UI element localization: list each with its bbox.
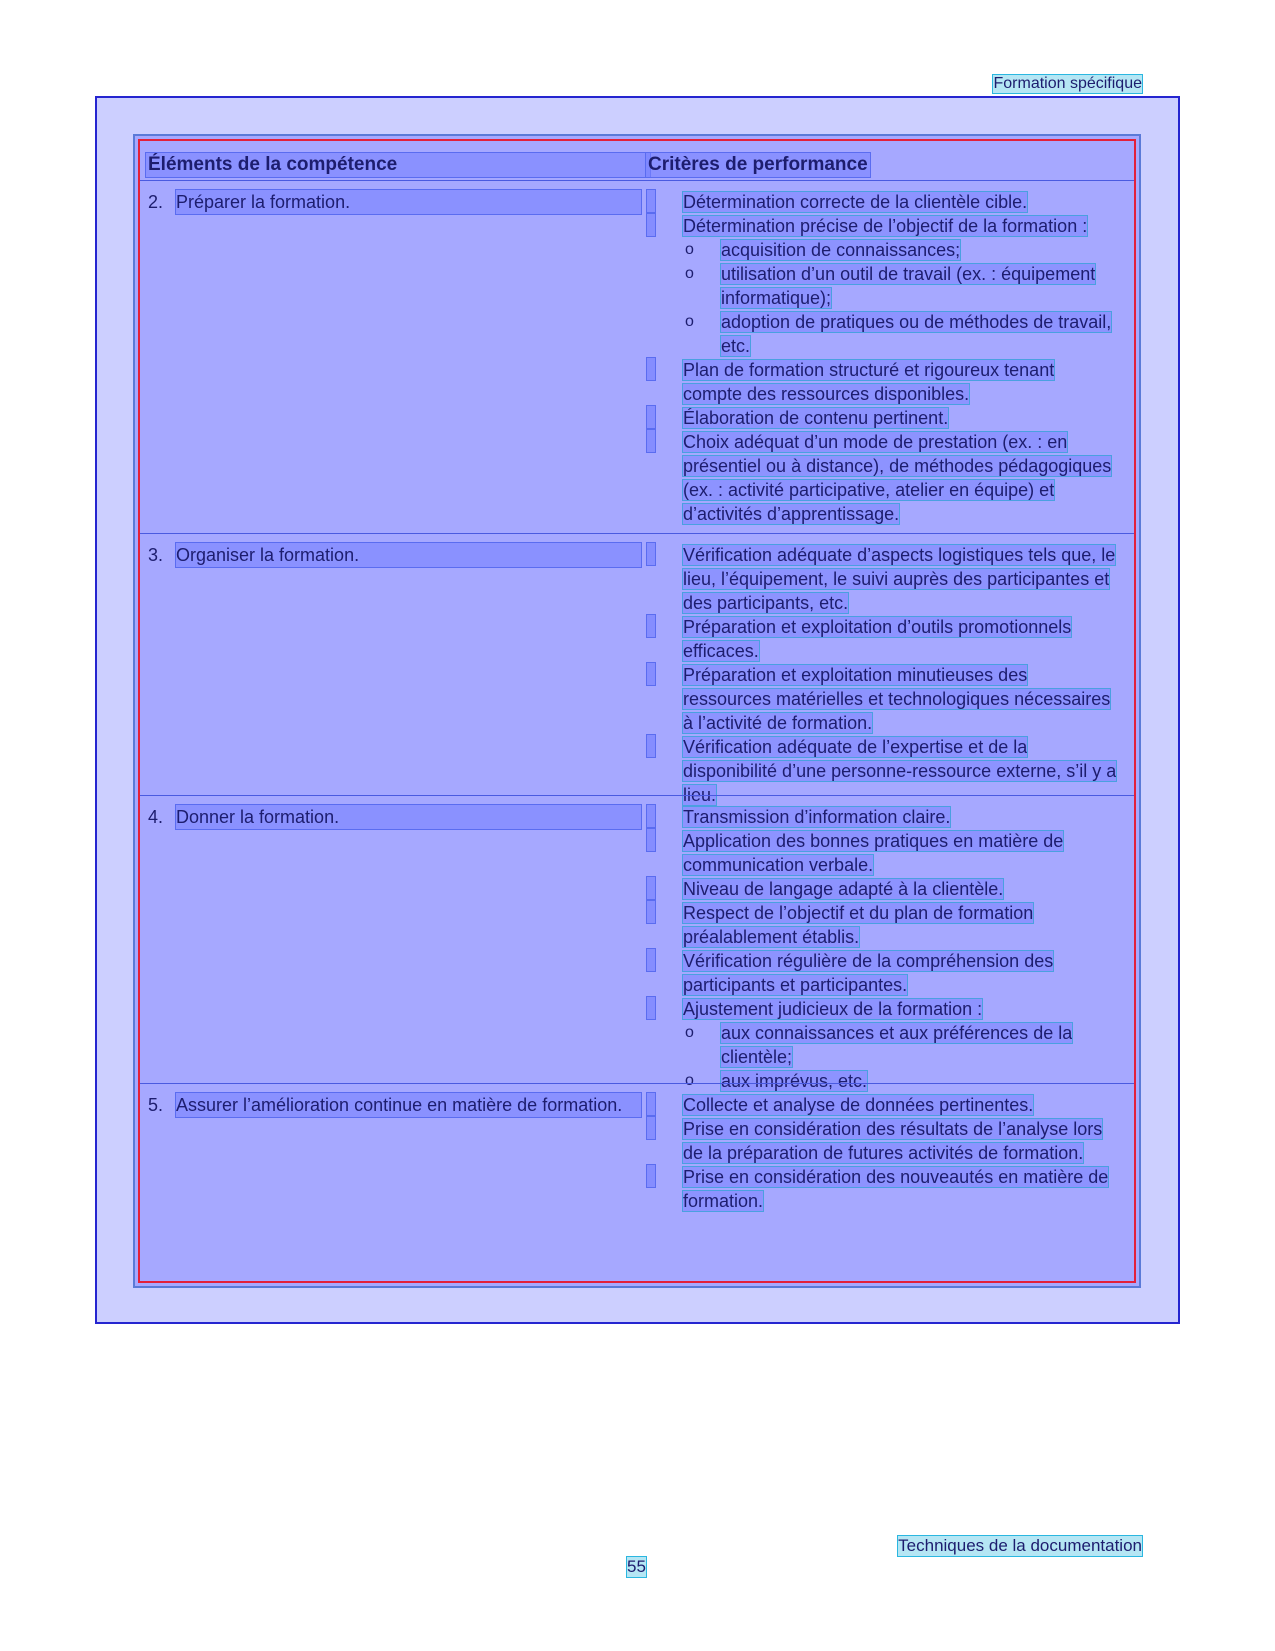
page-footer-title: Techniques de la documentation: [898, 1536, 1142, 1555]
competence-table: [133, 134, 1141, 1288]
page-number: 55: [627, 1557, 646, 1576]
list-item: [647, 406, 1117, 430]
element-number: 4.: [148, 807, 164, 827]
competence-element: [146, 1093, 641, 1117]
bullet-icon: [647, 1117, 655, 1139]
col-header-criteria: Critères de performance: [648, 154, 868, 175]
sub-list-item: [647, 1021, 1117, 1069]
bullet-icon: [647, 214, 655, 236]
list-item: [647, 214, 1117, 238]
sub-criterion-text: utilisation d’un outil de travail (ex. : équipement informatique);: [721, 264, 1096, 308]
bullet-icon: [647, 190, 655, 212]
criterion-text: Vérification adéquate d’aspects logistiques tels que, le lieu, l’équipement, le suivi auprès des participantes et des participants, etc.: [683, 545, 1116, 613]
bullet-icon: [647, 997, 655, 1019]
competence-element: [146, 805, 641, 829]
criterion-text: Préparation et exploitation d’outils promotionnels efficaces.: [683, 617, 1072, 661]
list-item: [647, 1117, 1117, 1165]
element-text: Donner la formation.: [176, 805, 641, 829]
sub-criterion-text: aux connaissances et aux préférences de la clientèle;: [721, 1023, 1073, 1067]
bullet-icon: [647, 1165, 655, 1187]
sub-bullet-icon: o: [685, 241, 694, 258]
list-item: [647, 543, 1117, 615]
competence-element: [146, 190, 641, 214]
bullet-icon: [647, 663, 655, 685]
criterion-text: Application des bonnes pratiques en matière de communication verbale.: [683, 831, 1064, 875]
criterion-text: Plan de formation structuré et rigoureux tenant compte des ressources disponibles.: [683, 360, 1055, 404]
sub-list-item: [647, 238, 1117, 262]
list-item: [647, 805, 1117, 829]
page-header-title: Formation spécifique: [993, 75, 1142, 92]
sub-bullet-icon: o: [685, 265, 694, 282]
criterion-text: Transmission d’information claire.: [683, 807, 951, 827]
bullet-icon: [647, 358, 655, 380]
element-number: 3.: [148, 545, 164, 565]
criterion-text: Vérification régulière de la compréhension des participants et participantes.: [683, 951, 1054, 995]
criterion-text: Détermination précise de l’objectif de la formation :: [683, 216, 1088, 236]
table-border: [138, 139, 1136, 1283]
bullet-icon: [647, 543, 655, 565]
bullet-icon: [647, 877, 655, 899]
element-number: 5.: [148, 1095, 164, 1115]
bullet-icon: [647, 1093, 655, 1115]
bullet-icon: [647, 430, 655, 452]
bullet-icon: [647, 805, 655, 827]
list-item: [647, 949, 1117, 997]
criterion-text: Prise en considération des nouveautés en matière de formation.: [683, 1167, 1109, 1211]
bullet-icon: [647, 615, 655, 637]
list-item: [647, 663, 1117, 735]
list-item: [647, 997, 1117, 1021]
criterion-text: Respect de l’objectif et du plan de formation préalablement établis.: [683, 903, 1034, 947]
list-item: [647, 1093, 1117, 1117]
list-item: [647, 615, 1117, 663]
sub-list-item: [647, 310, 1117, 358]
sub-criterion-text: aux imprévus, etc.: [721, 1071, 868, 1091]
criterion-text: Ajustement judicieux de la formation :: [683, 999, 983, 1019]
table-header-row: [146, 153, 1128, 183]
col-header-elements: Éléments de la compétence: [146, 153, 650, 177]
sub-bullet-icon: o: [685, 1024, 694, 1041]
element-text: Organiser la formation.: [176, 543, 641, 567]
table-row: [140, 795, 1134, 1091]
element-text: Préparer la formation.: [176, 190, 641, 214]
sub-criterion-text: adoption de pratiques ou de méthodes de travail, etc.: [721, 312, 1112, 356]
table-row: [140, 1083, 1134, 1284]
table-row: [140, 180, 1134, 534]
bullet-icon: [647, 735, 655, 757]
element-number: 2.: [148, 192, 164, 212]
bullet-icon: [647, 901, 655, 923]
criterion-text: Choix adéquat d’un mode de prestation (ex. : en présentiel ou à distance), de méthodes pédagogiques (ex. : activité participative, atelier en équipe) et d’activités d’apprentissage.: [683, 432, 1112, 524]
list-item: [647, 190, 1117, 214]
sub-list-item: [647, 262, 1117, 310]
criterion-text: Élaboration de contenu pertinent.: [683, 408, 949, 428]
table-row: [140, 533, 1134, 805]
bullet-icon: [647, 406, 655, 428]
criterion-text: Vérification adéquate de l’expertise et de la disponibilité d’une personne-ressource externe, s’il y a lieu.: [683, 737, 1117, 805]
criterion-text: Collecte et analyse de données pertinentes.: [683, 1095, 1034, 1115]
list-item: [647, 877, 1117, 901]
competence-element: [146, 543, 641, 567]
sub-bullet-icon: o: [685, 1072, 694, 1089]
criterion-text: Détermination correcte de la clientèle cible.: [683, 192, 1028, 212]
bullet-icon: [647, 949, 655, 971]
criterion-text: Prise en considération des résultats de l’analyse lors de la préparation de futures activités de formation.: [683, 1119, 1103, 1163]
criterion-text: Niveau de langage adapté à la clientèle.: [683, 879, 1004, 899]
bullet-icon: [647, 829, 655, 851]
list-item: [647, 430, 1117, 526]
sub-bullet-icon: o: [685, 313, 694, 330]
criterion-text: Préparation et exploitation minutieuses des ressources matérielles et technologiques nécessaires à l’activité de formation.: [683, 665, 1111, 733]
element-text: Assurer l’amélioration continue en matière de formation.: [176, 1093, 641, 1117]
list-item: [647, 358, 1117, 406]
criteria-list: [647, 1093, 1117, 1213]
criteria-list: [647, 805, 1117, 1093]
sub-criterion-text: acquisition de connaissances;: [721, 240, 961, 260]
criteria-list: [647, 190, 1117, 526]
list-item: [647, 829, 1117, 877]
list-item: [647, 1165, 1117, 1213]
criteria-list: [647, 543, 1117, 807]
list-item: [647, 901, 1117, 949]
